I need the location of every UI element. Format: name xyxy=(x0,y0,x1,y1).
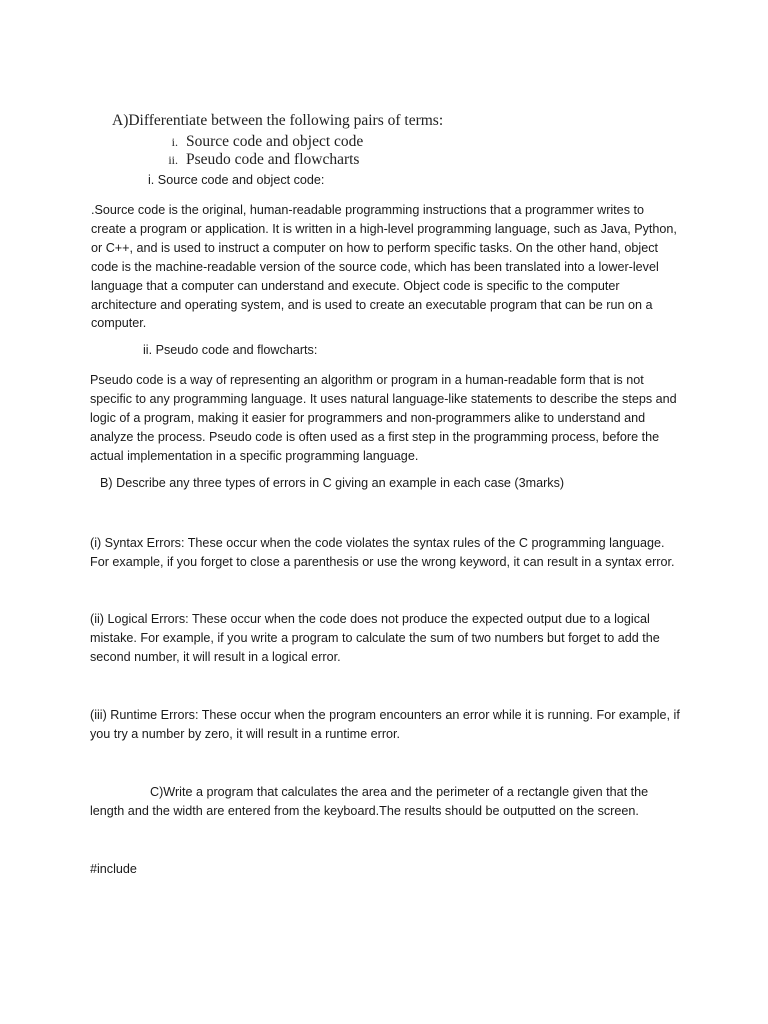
list-item-text: Pseudo code and flowcharts xyxy=(186,151,360,168)
syntax-error-paragraph: (i) Syntax Errors: These occur when the code violates the syntax rules of the C programming language. For example, if you forget to close a parenthesis or use the wrong keyword, it can result in a syntax error. xyxy=(90,536,675,569)
list-item-text: Source code and object code xyxy=(186,133,364,150)
list-numeral: ii. xyxy=(168,153,178,167)
section-c-question: C)Write a program that calculates the area and the perimeter of a rectangle given that the length and the width are entered from the keyboard.The results should be outputted on the screen. xyxy=(90,785,649,818)
code-include-line: #include xyxy=(90,862,137,876)
sub-i-heading: i. Source code and object code: xyxy=(148,173,325,187)
section-b-heading: B) Describe any three types of errors in C giving an example in each case (3marks) xyxy=(100,476,565,490)
section-a-list-item-1 xyxy=(160,133,363,151)
sub-ii-heading: ii. Pseudo code and flowcharts: xyxy=(143,343,318,357)
list-numeral: i. xyxy=(171,135,178,149)
sub-ii-body: Pseudo code is a way of representing an algorithm or program in a human-readable form that is not specific to any programming language. It uses natural language-like statements to describe the steps and logic of a program, making it easier for programmers and non-programmers alike to understand and analyze the process. Pseudo code is often used as a first step in the programming process, before the actual implementation in a specific programming language. xyxy=(90,373,677,463)
runtime-error-paragraph: (iii) Runtime Errors: These occur when the program encounters an error while it is running. For example, if you try a number by zero, it will result in a runtime error. xyxy=(90,708,680,741)
sub-i-body: .Source code is the original, human-readable programming instructions that a programmer writes to create a program or application. It is written in a high-level programming language, such as Java, Python, or C++, and is used to instruct a computer on how to perform specific tasks. On the other hand, object code is the machine-readable version of the source code, which has been translated into a lower-level language that a computer can understand and execute. Object code is specific to the computer architecture and operating system, and is used to create an executable program that can be run on a computer. xyxy=(91,203,677,331)
section-a-heading: A)Differentiate between the following pairs of terms: xyxy=(112,112,444,129)
section-a-list-item-2 xyxy=(160,151,359,169)
logical-error-paragraph: (ii) Logical Errors: These occur when the code does not produce the expected output due to a logical mistake. For example, if you write a program to calculate the sum of two numbers but forget to add the second number, it will result in a logical error. xyxy=(90,612,660,664)
